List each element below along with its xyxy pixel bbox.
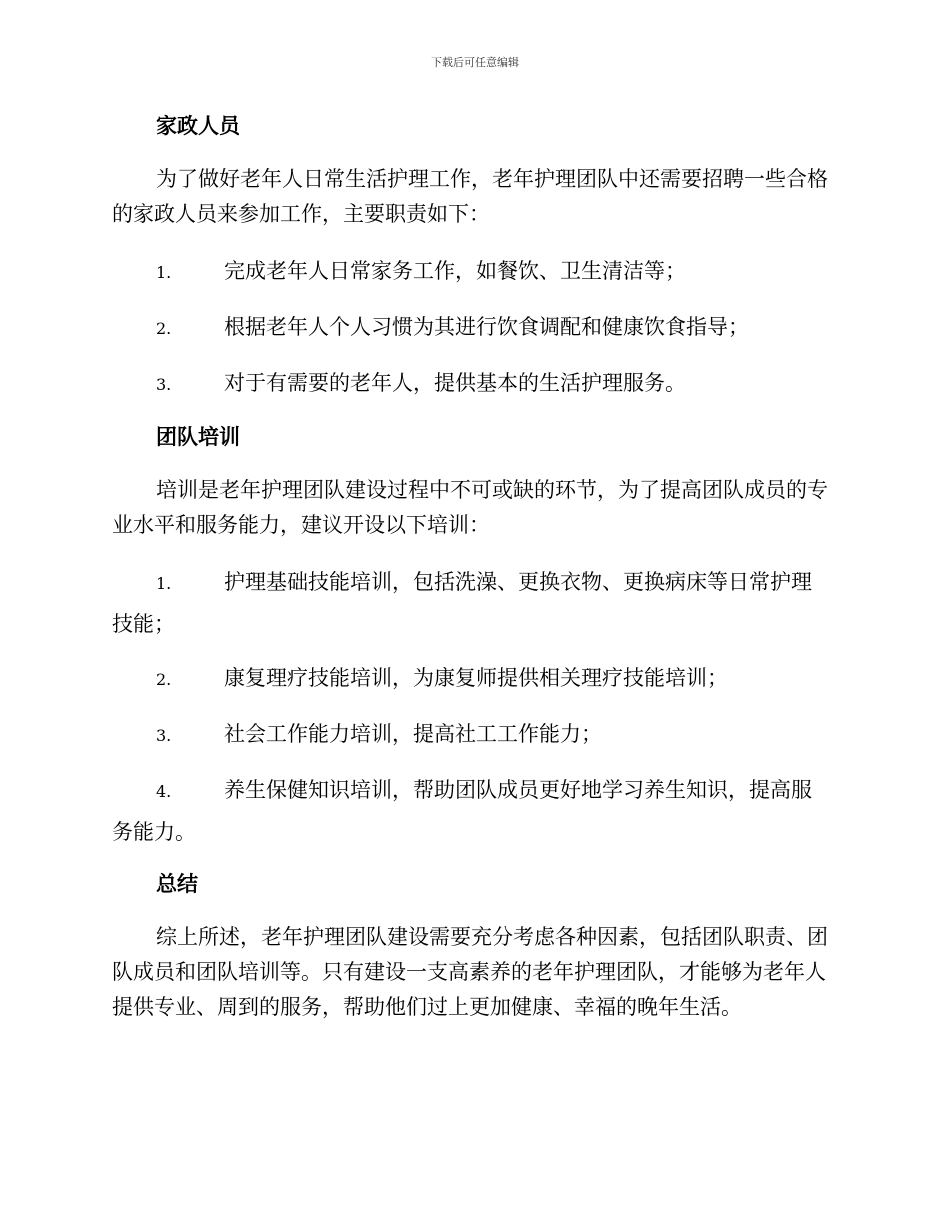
list-item-text: 完成老年人日常家务工作，如餐饮、卫生清洁等； xyxy=(224,259,686,283)
page-header: 下载后可任意编辑 xyxy=(431,56,519,69)
list-item-text: 护理基础技能培训，包括洗澡、更换衣物、更换病床等日常护理技能； xyxy=(112,570,812,636)
list-number: 3. xyxy=(156,726,172,745)
section-paragraph: 为了做好老年人日常生活护理工作，老年护理团队中还需要招聘一些合格的家政人员来参加工作，主要职责如下： xyxy=(112,167,828,226)
list-item xyxy=(112,363,832,405)
list-number: 1. xyxy=(156,263,172,282)
list-number: 2. xyxy=(156,319,172,338)
section-heading: 团队培训 xyxy=(156,424,240,449)
document-body xyxy=(112,108,832,1044)
list-item xyxy=(112,714,832,756)
list-item xyxy=(112,562,832,644)
list-item xyxy=(112,307,832,349)
list-item-text: 社会工作能力培训，提高社工工作能力； xyxy=(224,722,602,746)
list-item-text: 对于有需要的老年人，提供基本的生活护理服务。 xyxy=(224,371,686,395)
list-item xyxy=(112,251,832,293)
list-number: 1. xyxy=(156,574,172,593)
section-heading: 家政人员 xyxy=(156,113,240,138)
list-item-text: 养生保健知识培训，帮助团队成员更好地学习养生知识，提高服务能力。 xyxy=(112,778,812,844)
list-number: 3. xyxy=(156,375,172,394)
section-paragraph: 综上所述，老年护理团队建设需要充分考虑各种因素，包括团队职责、团队成员和团队培训等。只有建设一支高素养的老年护理团队，才能够为老年人提供专业、周到的服务，帮助他们过上更加健康、幸福的晚年生活。 xyxy=(112,925,828,1019)
section-paragraph: 培训是老年护理团队建设过程中不可或缺的环节，为了提高团队成员的专业水平和服务能力，建议开设以下培训： xyxy=(112,478,828,537)
list-item xyxy=(112,658,832,700)
list-item-text: 康复理疗技能培训，为康复师提供相关理疗技能培训； xyxy=(224,666,728,690)
list-item xyxy=(112,770,832,852)
section-heading: 总结 xyxy=(156,871,198,896)
list-number: 2. xyxy=(156,670,172,689)
list-number: 4. xyxy=(156,782,172,801)
list-item-text: 根据老年人个人习惯为其进行饮食调配和健康饮食指导； xyxy=(224,315,749,339)
